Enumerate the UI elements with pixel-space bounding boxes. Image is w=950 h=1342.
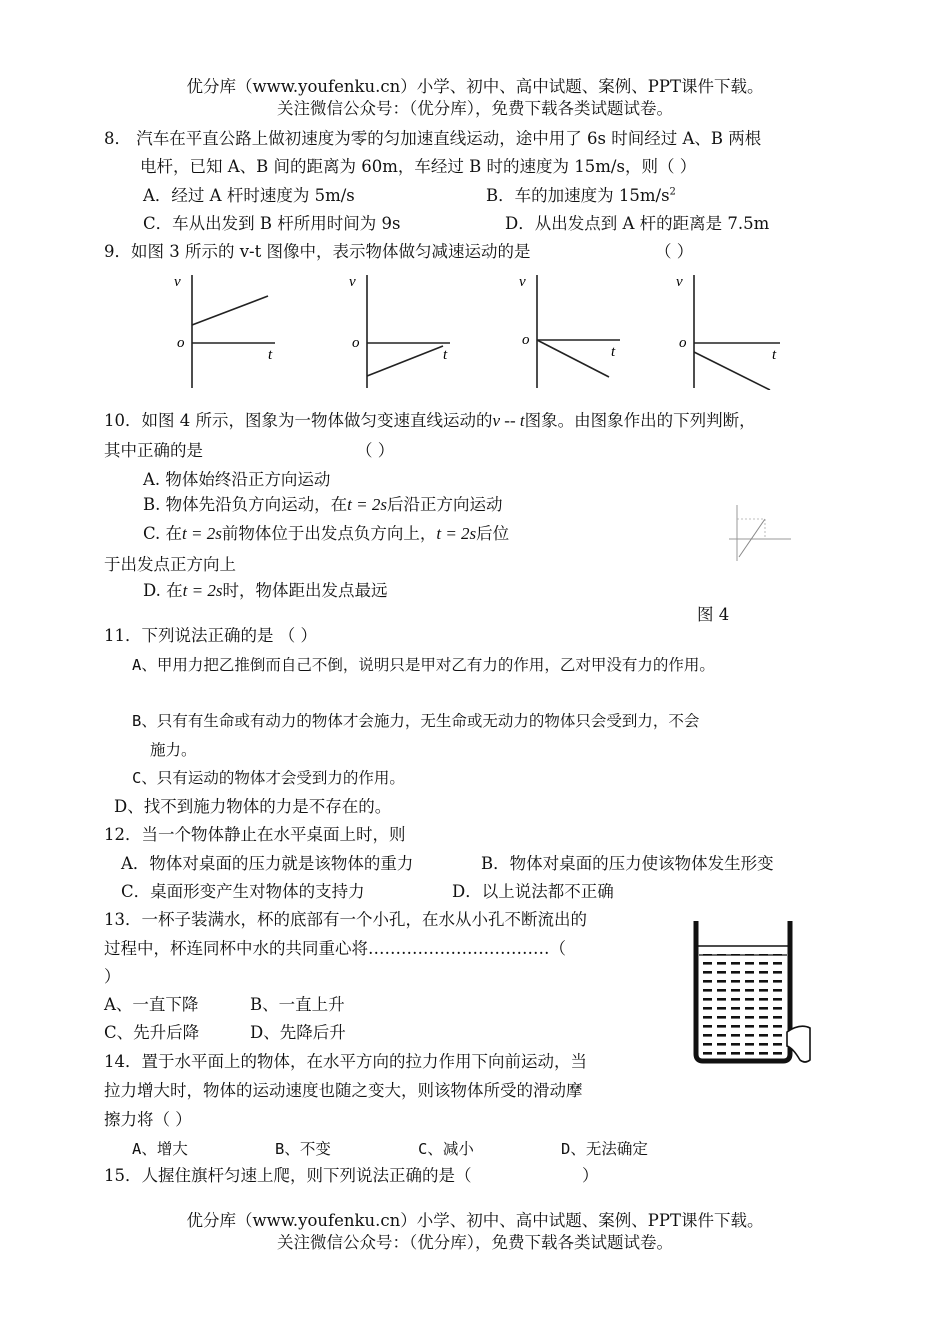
q10-stem-line-1: 10．如图 4 所示，图象为一物体做匀变速直线运动的v -- t图象。由图象作出的下列判断， [104, 411, 756, 430]
velocity-line [739, 519, 765, 557]
t-label: t [772, 347, 777, 363]
q13-stem-line-1: 13．一杯子装满水，杯的底部有一个小孔，在水从小孔不断流出的 [104, 910, 587, 929]
t-label: t [611, 344, 616, 360]
water [699, 954, 787, 1058]
q11-option-b-line-2: 施力。 [150, 741, 197, 759]
q8-stem-line-2: 电杆，已知 A、B 间的距离为 60m，车经过 B 时的速度为 15m/s，则（ ） [140, 157, 697, 176]
q8-stem-line-1: 8． 汽车在平直公路上做初速度为零的匀加速直线运动，途中用了 6s 时间经过 A、B 两根 [104, 129, 762, 148]
q14-option-c: C、减小 [418, 1140, 474, 1158]
q12-stem: 12．当一个物体静止在水平桌面上时，则 [104, 825, 406, 844]
q14-option-b: B、不变 [275, 1140, 331, 1158]
v-label: v [349, 274, 356, 290]
q11-option-c: C、只有运动的物体才会受到力的作用。 [132, 769, 405, 787]
q9-graph-c [515, 270, 625, 390]
q10-option-b: B. 物体先沿负方向运动，在t = 2s后沿正方向运动 [143, 495, 503, 514]
q13-option-b: B、一直上升 [250, 995, 345, 1014]
q14-option-a: A、增大 [132, 1140, 188, 1158]
velocity-line [192, 296, 268, 325]
origin-label: o [522, 332, 530, 348]
figure-4-caption: 图 4 [697, 605, 730, 624]
q8-option-b: B．车的加速度为 $15m/s^2$ [486, 186, 676, 205]
q14-stem-line-2: 拉力增大时，物体的运动速度也随之变大，则该物体所受的滑动摩 [104, 1081, 583, 1100]
q9-graph-a [170, 270, 280, 390]
q13-stem-line-2: 过程中，杯连同杯中水的共同重心将……………………………（ [104, 939, 566, 958]
q8-option-c: C．车从出发到 B 杆所用时间为 9s [143, 214, 401, 233]
origin-label: o [177, 335, 185, 351]
header-line-1: 优分库（www.youfenku.cn）小学、初中、高中试题、案例、PPT课件下载。 [186, 77, 764, 96]
beaker-with-water-illustration [688, 914, 813, 1069]
q13-option-d: D、先降后升 [250, 1023, 346, 1042]
v-label: v [676, 274, 683, 290]
v-label: v [519, 274, 526, 290]
t-label: t [268, 347, 273, 363]
q10-option-d: D. 在t = 2s时，物体距出发点最远 [143, 581, 388, 600]
origin-label: o [679, 335, 687, 351]
q9-answer-bracket: （ ） [655, 242, 694, 261]
q9-graph-b [345, 270, 455, 390]
q8-option-d: D．从出发点到 A 杆的距离是 7.5m [505, 214, 770, 233]
q11-option-a: A、甲用力把乙推倒而自己不倒，说明只是甲对乙有力的作用，乙对甲没有力的作用。 [132, 656, 715, 674]
q9-graph-d [672, 270, 787, 390]
q8-option-a: A．经过 A 杆时速度为 5m/s [143, 186, 355, 205]
t-label: t [443, 347, 448, 363]
q10-option-a: A. 物体始终沿正方向运动 [143, 470, 331, 489]
q14-stem-line-1: 14．置于水平面上的物体，在水平方向的拉力作用下向前运动，当 [104, 1052, 587, 1071]
v-label: v [174, 274, 181, 290]
footer-line-2: 关注微信公众号：（优分库），免费下载各类试题试卷。 [277, 1233, 673, 1252]
q15-stem: 15．人握住旗杆匀速上爬，则下列说法正确的是（ [104, 1166, 472, 1185]
q12-option-d: D．以上说法都不正确 [452, 882, 614, 901]
q11-stem: 11．下列说法正确的是 （ ） [104, 626, 317, 645]
q10-option-c-continued: 于出发点正方向上 [104, 555, 236, 574]
q14-stem-line-3: 擦力将（ ） [104, 1110, 192, 1129]
q15-bracket-close: ） [582, 1166, 599, 1185]
q11-option-d: D、找不到施力物体的力是不存在的。 [114, 797, 392, 816]
q9-stem: 9．如图 3 所示的 v-t 图像中，表示物体做匀减速运动的是 [104, 242, 531, 261]
q13-stem-line-3: ） [104, 967, 121, 986]
q13-option-c: C、先升后降 [104, 1023, 200, 1042]
footer-line-1: 优分库（www.youfenku.cn）小学、初中、高中试题、案例、PPT课件下载。 [186, 1211, 764, 1230]
velocity-line [694, 352, 770, 390]
velocity-line [537, 340, 609, 377]
q14-option-d: D、无法确定 [561, 1140, 648, 1158]
q13-option-a: A、一直下降 [104, 995, 199, 1014]
q10-option-c: C. 在t = 2s前物体位于出发点负方向上，t = 2s后位 [143, 524, 510, 543]
header-line-2: 关注微信公众号：（优分库），免费下载各类试题试卷。 [277, 99, 673, 118]
origin-label: o [352, 335, 360, 351]
velocity-line [367, 346, 443, 376]
q10-stem-line-2: 其中正确的是 [104, 441, 203, 460]
q12-option-c: C．桌面形变产生对物体的支持力 [121, 882, 365, 901]
q12-option-b: B．物体对桌面的压力使该物体发生形变 [481, 854, 774, 873]
q12-option-a: A．物体对桌面的压力就是该物体的重力 [121, 854, 414, 873]
q10-answer-bracket: （ ） [356, 441, 395, 460]
figure-4-graph [725, 503, 795, 565]
q11-option-b-line-1: B、只有有生命或有动力的物体才会施力，无生命或无动力的物体只会受到力，不会 [132, 712, 700, 730]
